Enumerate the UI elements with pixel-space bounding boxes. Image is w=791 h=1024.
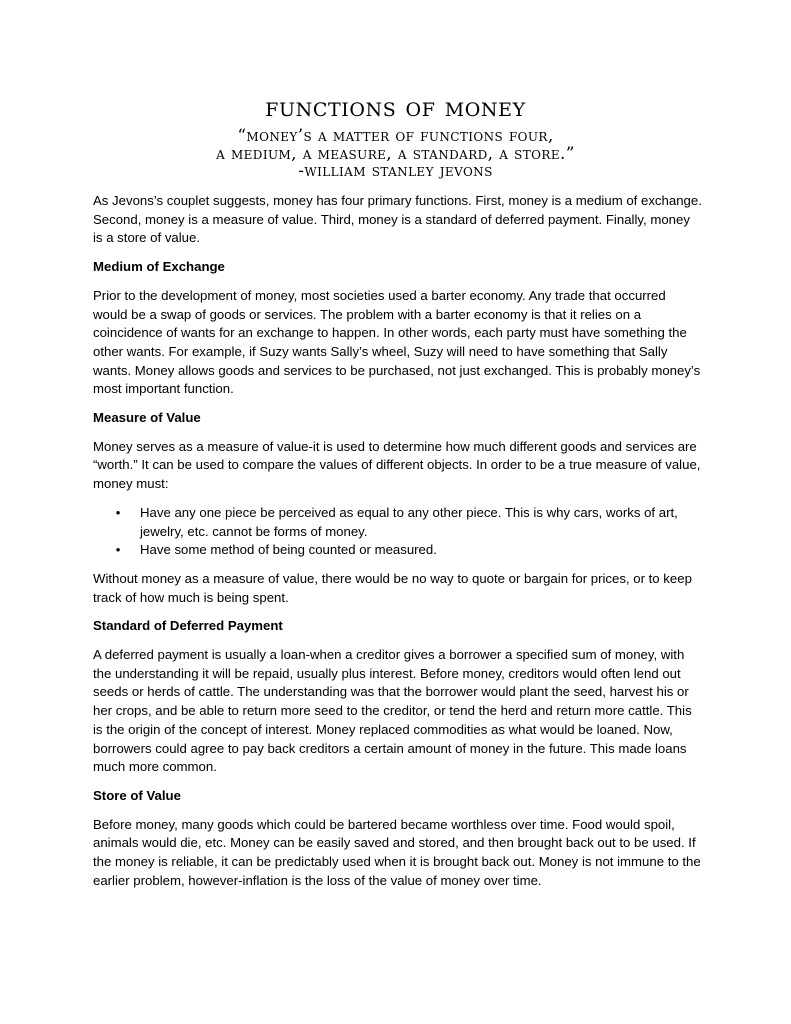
document-body (93, 192, 703, 901)
quote-line-1: “money’s a matter of functions four, (237, 126, 554, 146)
section-heading-store-of-value: Store of Value (93, 787, 181, 803)
store-of-value-paragraph: Before money, many goods which could be bartered became worthless over time. Food would spoil, animals would die, etc. Money can be easily saved and stored, and then brought back out to be used. If the money is reliable, it can be predictably used when it is brought back out. Money is not immune to the earlier problem, however-inflation is the loss of the value of money over time. (93, 816, 701, 888)
list-item (93, 504, 703, 541)
bullet-icon: • (115, 542, 121, 558)
standard-of-deferred-payment-paragraph: A deferred payment is usually a loan-when a creditor gives a borrower a specified sum of money, with the understanding it will be repaid, usually plus interest. Before money, creditors would often lend out seeds or herds of cattle. The understanding was that the borrower would plant the seed, harvest his or her crops, and be able to return more seed to the creditor, or tend the herd and return more cattle. This is the origin of the concept of interest. Money replaced commodities as what would be loaned. Now, borrowers could agree to pay back creditors a certain amount of money in the future. This made loans much more common. (93, 647, 692, 775)
quote-line-2: a medium, a measure, a standard, a store.” (216, 143, 575, 164)
bullet-icon: • (115, 504, 121, 520)
medium-of-exchange-paragraph: Prior to the development of money, most societies used a barter economy. Any trade that occurred would be a swap of goods or services. The problem with a barter economy is that it relies on a coincidence of wants for an exchange to happen. In other words, each party must have something the other wants. For example, if Suzy wants Sally’s wheel, Suzy will need to have something that Sally wants. Money allows goods and services to be purchased, not just exchanged. This is probably money’s most important function. (93, 287, 701, 397)
intro-paragraph: As Jevons’s couplet suggests, money has four primary functions. First, money is a medium of exchange. Second, money is a measure of value. Third, money is a standard of deferred payment. Finally, money is a store of value. (93, 193, 702, 246)
epigraph-quote (0, 128, 791, 181)
section-heading-measure-of-value: Measure of Value (93, 410, 201, 426)
section-heading-medium-of-exchange: Medium of Exchange (93, 259, 225, 275)
quote-attribution: -william stanley jevons (298, 161, 493, 181)
section-heading-standard-of-deferred-payment: Standard of Deferred Payment (93, 618, 283, 634)
list-item-text: Have any one piece be perceived as equal to any other piece. This is why cars, works of art, jewelry, etc. cannot be forms of money. (140, 504, 678, 539)
measure-of-value-closing: Without money as a measure of value, there would be no way to quote or bargain for prices, or to keep track of how much is being spent. (93, 570, 692, 605)
measure-of-value-paragraph: Money serves as a measure of value-it is used to determine how much different goods and services are “worth.” It can be used to compare the values of different objects. In order to be a true measure of value, money must: (93, 438, 701, 492)
measure-of-value-list (93, 504, 703, 560)
list-item-text: Have some method of being counted or measured. (140, 542, 437, 558)
list-item (93, 541, 703, 560)
page-title: functions of money (265, 92, 526, 123)
